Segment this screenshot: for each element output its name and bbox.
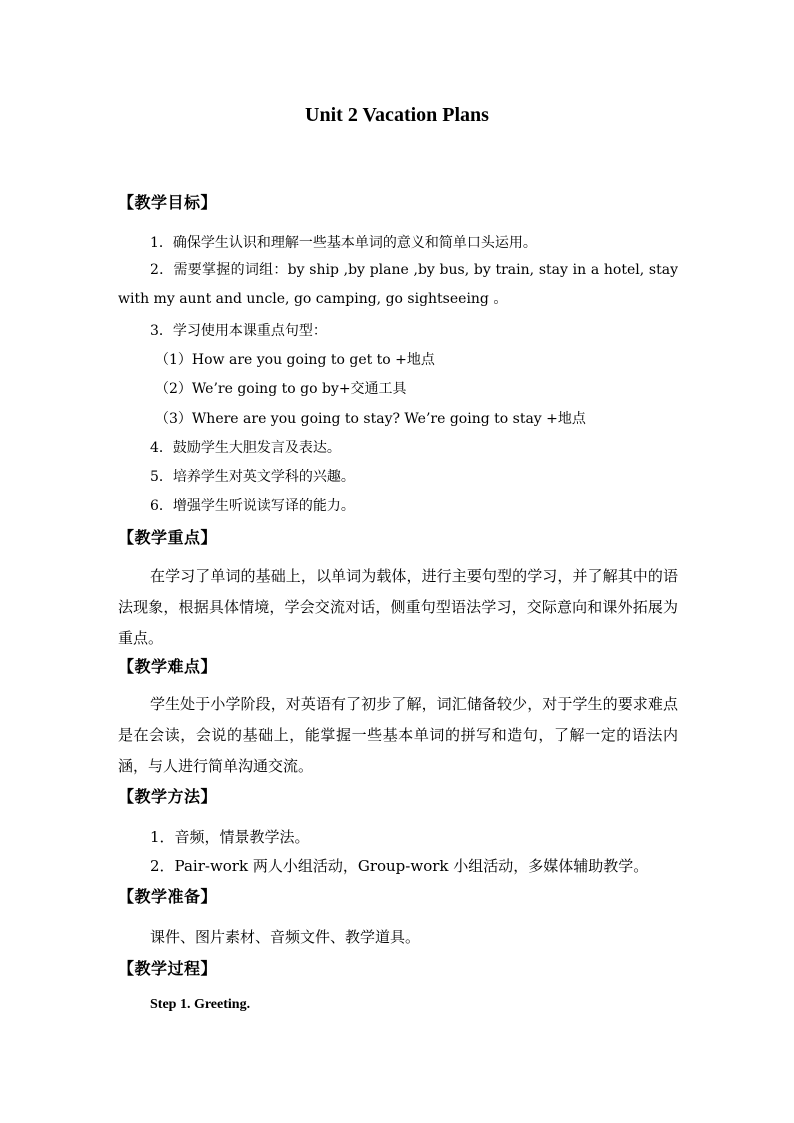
objective-sub-2: （2）We’re going to go by+交通工具 — [155, 381, 407, 397]
objective-sub-1: （1）How are you going to get to +地点 — [155, 352, 435, 368]
document-title: Unit 2 Vacation Plans — [305, 104, 489, 126]
heading-difficulties: 【教学难点】 — [118, 657, 218, 676]
objective-item-2: 2．需要掌握的词组：by ship ,by plane ,by bus, by train, stay in a hotel, stay with my aunt and uncle, go camping, go sightseeing 。 — [118, 262, 678, 307]
method-item-2: 2．Pair-work 两人小组活动，Group-work 小组活动，多媒体辅助教学。 — [150, 857, 649, 875]
objective-sub-3: （3）Where are you going to stay? We’re going to stay +地点 — [155, 411, 586, 427]
heading-key-points: 【教学重点】 — [118, 528, 218, 547]
key-points-text: 在学习了单词的基础上，以单词为载体，进行主要句型的学习，并了解其中的语法现象，根据具体情境，学会交流对话，侧重句型语法学习，交际意向和课外拓展为重点。 — [118, 567, 678, 647]
method-item-1: 1．音频，情景教学法。 — [150, 828, 310, 846]
heading-process: 【教学过程】 — [118, 959, 218, 978]
objective-item-6: 6．增强学生听说读写译的能力。 — [150, 498, 355, 514]
preparation-text: 课件、图片素材、音频文件、教学道具。 — [150, 928, 421, 946]
objective-item-5: 5．培养学生对英文学科的兴趣。 — [150, 469, 355, 485]
process-step-1: Step 1. Greeting. — [150, 997, 251, 1012]
heading-preparation: 【教学准备】 — [118, 887, 218, 906]
heading-methods: 【教学方法】 — [118, 787, 218, 806]
objective-item-1: 1．确保学生认识和理解一些基本单词的意义和简单口头运用。 — [150, 235, 537, 251]
objective-item-4: 4．鼓励学生大胆发言及表达。 — [150, 440, 341, 456]
difficulties-text: 学生处于小学阶段，对英语有了初步了解，词汇储备较少，对于学生的要求难点是在会读，会说的基础上，能掌握一些基本单词的拼写和造句，了解一定的语法内涵，与人进行简单沟通交流。 — [118, 695, 678, 775]
objective-item-3: 3．学习使用本课重点句型： — [150, 323, 327, 339]
heading-objectives: 【教学目标】 — [118, 193, 218, 212]
